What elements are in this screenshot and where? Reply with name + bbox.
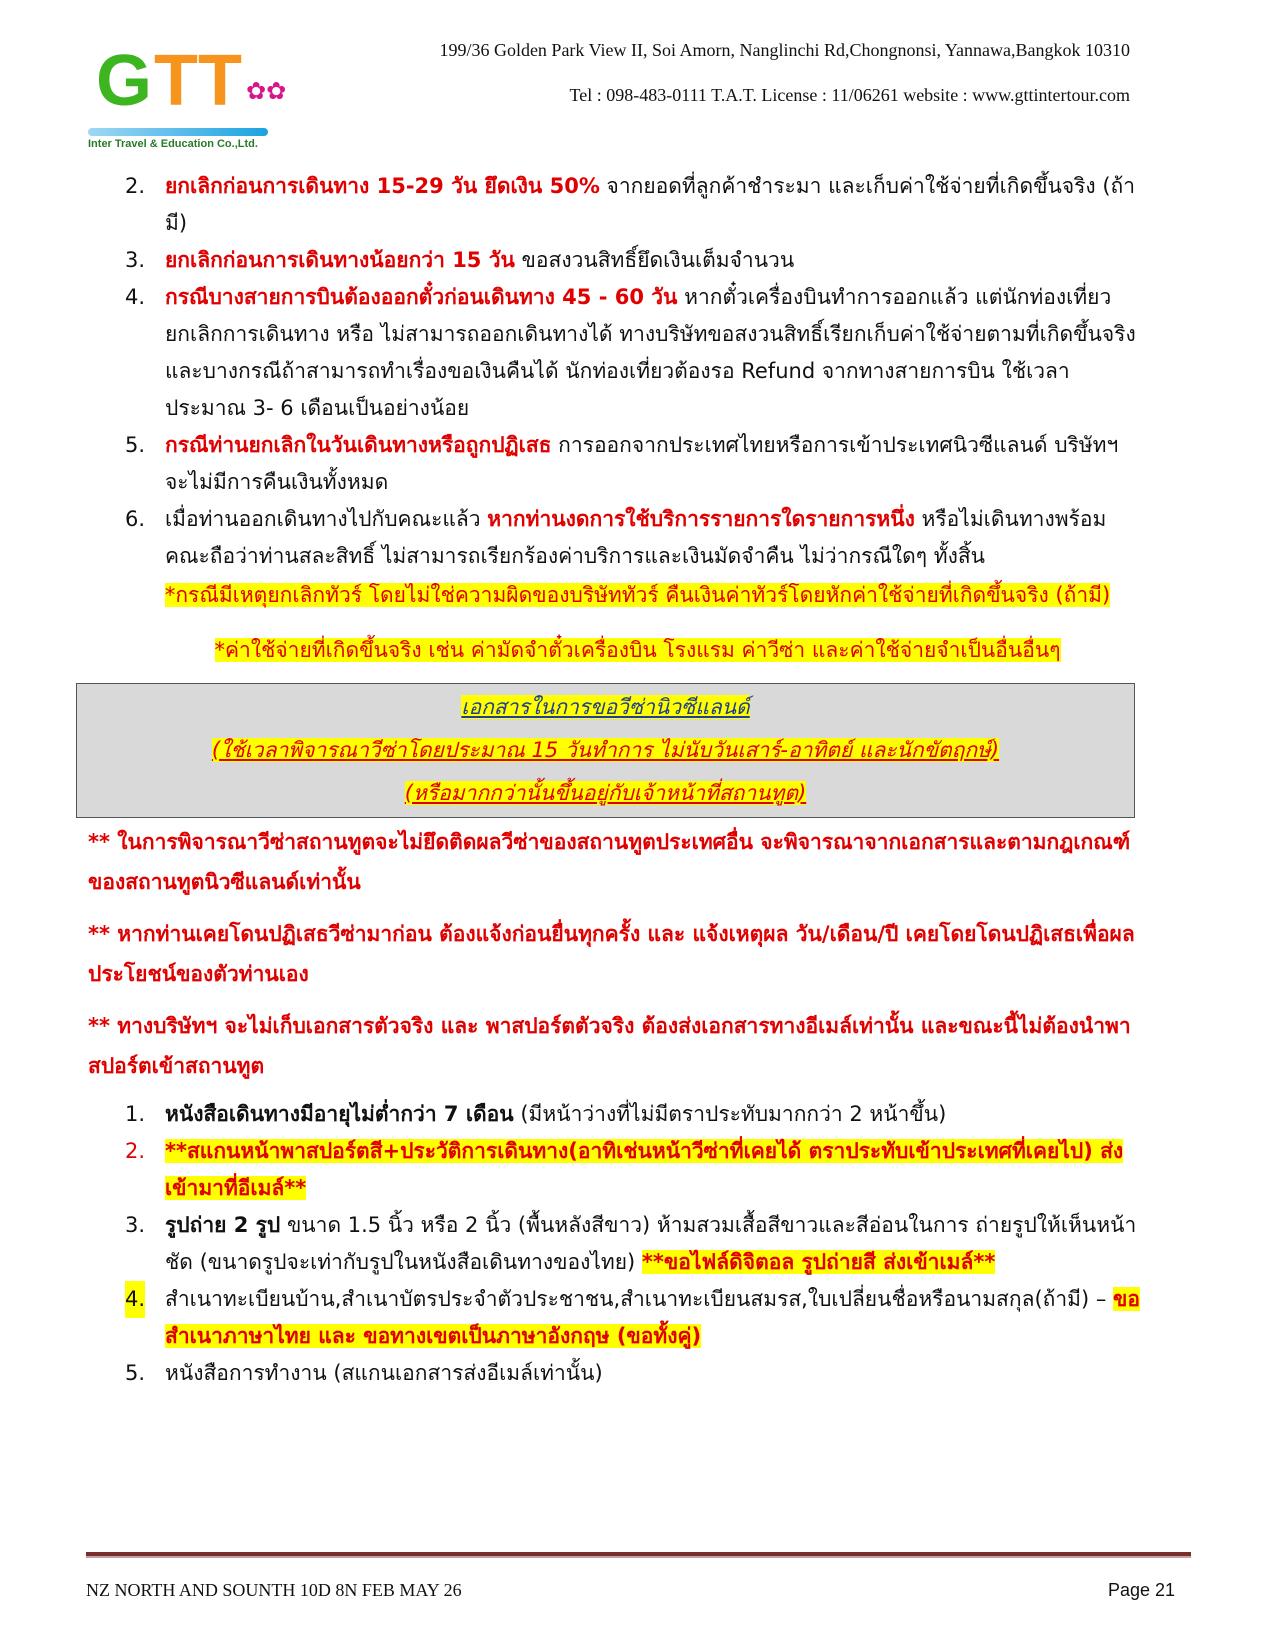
company-contact: Tel : 098-483-0111 T.A.T. License : 11/06261 website : www.gttintertour.com bbox=[569, 85, 1130, 105]
document-item: 2. **สแกนหน้าพาสปอร์ตสี+ประวัติการเดินทาง(อาทิเช่นหน้าวีซ่าที่เคยได้ ตราประทับเข้าประเทศที่เคยไป) ส่งเข้ามาที่อีเมล์** bbox=[125, 1139, 1124, 1200]
document-list bbox=[0, 1096, 1275, 1392]
visa-note: ** ในการพิจารณาวีซ่าสถานทูตจะไม่ยึดติดผลวีซ่าของสถานทูตประเทศอื่น จะพิจารณาจากเอกสารและตามกฎเกณฑ์ของสถานทูตนิวซีแลนด์เท่านั้น bbox=[88, 830, 1131, 894]
cancel-item: 4. กรณีบางสายการบินต้องออกตั๋วก่อนเดินทาง 45 - 60 วัน หากตั๋วเครื่องบินทำการออกแล้ว แต่นักท่องเที่ยวยกเลิกการเดินทาง หรือ ไม่สามารถออกเดินทางได้ ทางบริษัทขอสงวนสิทธิ์เรียกเก็บค่าใช้จ่ายตามที่เกิดขึ้นจริง และบางกรณีถ้าสามารถทำเรื่องขอเงินคืนได้ นักท่องเที่ยวต้องรอ Refund จากทางสายการบิน ใช้เวลาประมาณ 3- 6 เดือนเป็นอย่างน้อย bbox=[125, 285, 1136, 420]
cancel-item: 3. ยกเลิกก่อนการเดินทางน้อยกว่า 15 วัน ขอสงวนสิทธิ์ยึดเงินเต็มจำนวน bbox=[125, 248, 795, 272]
document-item: 4. สำเนาทะเบียนบ้าน,สำเนาบัตรประจำตัวประชาชน,สำเนาทะเบียนสมรส,ใบเปลี่ยนชื่อหรือนามสกุล(ถ้ามี) – ขอสำเนาภาษาไทย และ ขอทางเขตเป็นภาษาอังกฤษ (ขอทั้งคู่) bbox=[0, 1281, 1275, 1355]
page-number: Page 21 bbox=[1107, 1580, 1175, 1600]
visa-documents-box bbox=[76, 683, 1135, 818]
document-item: 5. หนังสือการทำงาน (สแกนเอกสารส่งอีเมล์เท่านั้น) bbox=[125, 1361, 603, 1385]
visa-box-note: (หรือมากกว่านั้นขึ้นอยู่กับเจ้าหน้าที่สถานทูต) bbox=[404, 781, 807, 805]
visa-note: ** หากท่านเคยโดนปฏิเสธวีซ่ามาก่อน ต้องแจ้งก่อนยื่นทุกครั้ง และ แจ้งเหตุผล วัน/เดือน/ปี เคยโดยโดนปฏิเสธเพื่อผลประโยชน์ของตัวท่านเอง bbox=[88, 922, 1135, 986]
page-header bbox=[0, 0, 1275, 160]
document-item: 3. รูปถ่าย 2 รูป ขนาด 1.5 นิ้ว หรือ 2 นิ้ว (พื้นหลังสีขาว) ห้ามสวมเสื้อสีขาวและสีอ่อนในการ ถ่ายรูปให้เห็นหน้าชัด (ขนาดรูปจะเท่ากับรูปในหนังสือเดินทางของไทย) **ขอไฟล์ดิจิตอล รูปถ่ายสี ส่งเข้าเมล์** bbox=[125, 1213, 1137, 1274]
flower-icon: ✿✿ bbox=[245, 77, 287, 105]
company-logo bbox=[88, 40, 318, 158]
visa-note: ** ทางบริษัทฯ จะไม่เก็บเอกสารตัวจริง และ พาสปอร์ตตัวจริง ต้องส่งเอกสารทางอีเมล์เท่านั้น และขณะนี้ไม่ต้องนำพาสปอร์ตเข้าสถานทูต bbox=[88, 1014, 1131, 1078]
visa-box-duration: (ใช้เวลาพิจารณาวีซ่าโดยประมาณ 15 วันทำการ ไม่นับวันเสาร์-อาทิตย์ และนักขัตฤกษ์) bbox=[211, 738, 1000, 762]
page-content bbox=[0, 168, 1275, 1392]
cancel-item: 5. กรณีท่านยกเลิกในวันเดินทางหรือถูกปฏิเสธ การออกจากประเทศไทยหรือการเข้าประเทศนิวซีแลนด์ บริษัทฯ จะไม่มีการคืนเงินทั้งหมด bbox=[125, 433, 1119, 494]
logo-subtitle: Inter Travel & Education Co.,Ltd. bbox=[88, 138, 258, 150]
document-item: 1. หนังสือเดินทางมีอายุไม่ต่ำกว่า 7 เดือน (มีหน้าว่างที่ไม่มีตราประทับมากกว่า 2 หน้าขึ้น) bbox=[125, 1102, 947, 1126]
cancel-item: 2. ยกเลิกก่อนการเดินทาง 15-29 วัน ยึดเงิน 50% จากยอดที่ลูกค้าชำระมา และเก็บค่าใช้จ่ายที่เกิดขึ้นจริง (ถ้ามี) bbox=[125, 174, 1136, 235]
highlight-note: *ค่าใช้จ่ายที่เกิดขึ้นจริง เช่น ค่ามัดจำตั๋วเครื่องบิน โรงแรม ค่าวีซ่า และค่าใช้จ่ายจำเป็นอื่นอื่นๆ bbox=[214, 638, 1061, 662]
cancel-item: 6. เมื่อท่านออกเดินทางไปกับคณะแล้ว หากท่านงดการใช้บริการรายการใดรายการหนึ่ง หรือไม่เดินทางพร้อมคณะถือว่าท่านสละสิทธิ์ ไม่สามารถเรียกร้องค่าบริการและเงินมัดจำคืน ไม่ว่ากรณีใดๆ ทั้งสิ้น bbox=[125, 507, 1107, 568]
company-address: 199/36 Golden Park View II, Soi Amorn, Nanglinchi Rd,Chongnonsi, Yannawa,Bangkok 10310 bbox=[439, 40, 1130, 60]
logo-wordmark: G TT ✿✿ bbox=[96, 41, 287, 121]
wave-graphic bbox=[88, 128, 268, 136]
footer-divider bbox=[86, 1552, 1191, 1558]
footer-tour-name: NZ NORTH AND SOUNTH 10D 8N FEB MAY 26 bbox=[86, 1580, 462, 1600]
visa-box-title: เอกสารในการขอวีซ่านิวซีแลนด์ bbox=[461, 695, 750, 719]
highlight-note: *กรณีมีเหตุยกเลิกทัวร์ โดยไม่ใช่ความผิดของบริษัททัวร์ คืนเงินค่าทัวร์โดยหักค่าใช้จ่ายที่เกิดขึ้นจริง (ถ้ามี) bbox=[164, 583, 1111, 607]
